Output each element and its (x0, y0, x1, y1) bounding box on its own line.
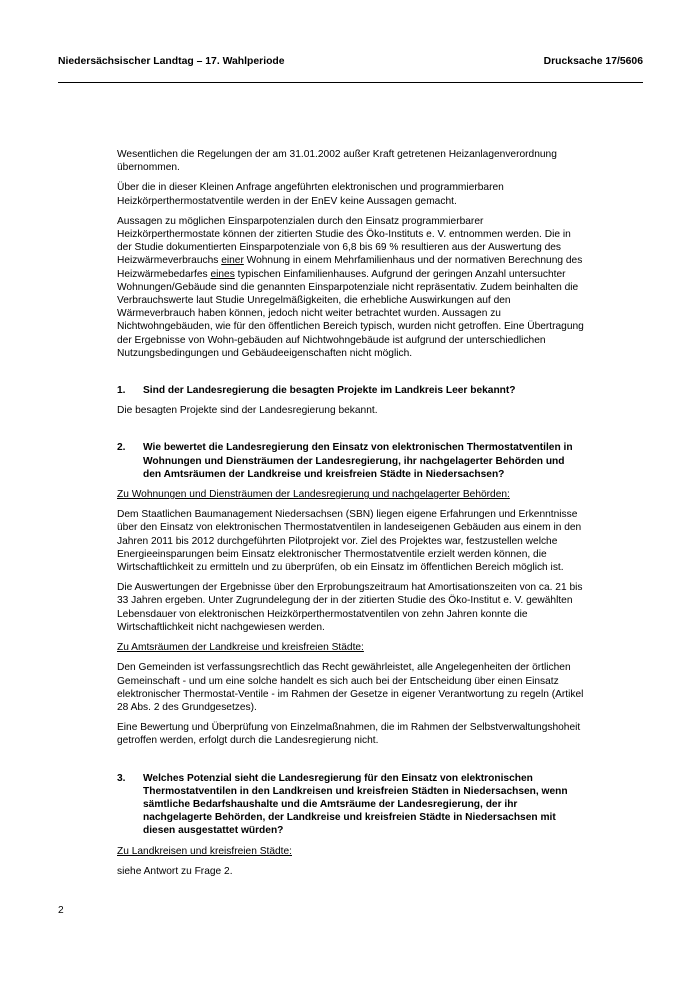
page-number: 2 (58, 905, 64, 916)
answer-2-section-2-paragraph-1: Den Gemeinden ist verfassungsrechtlich das Recht gewährleistet, alle Angelegenheiten der örtlichen Gemeinschaft - und um eine solche handelt es sich auch bei der Entscheidung über einen Einsatz elektronischer Thermostat-Ventile - im Rahmen der Gesetze in eigener Verantwortung zu regeln (Artikel 28 Abs. 2 des Grundgesetzes). (117, 662, 584, 713)
question-1-text: Sind der Landesregierung die besagten Projekte im Landkreis Leer bekannt? (143, 385, 516, 397)
question-3-text: Welches Potenzial sieht die Landesregierung für den Einsatz von elektronischen Thermostatventilen in den Landkreisen und kreisfreien Städten in Niedersachsen, wenn sämtliche Bedarfshaushalte und die Amtsräume der Landesregierung, der ihr nachgelagerte Behörden, der Landkreise und kreisfreien Städte in Niedersachsen mit diesen ausgestattet würden? (143, 772, 568, 837)
intro-paragraph-1: Wesentlichen die Regelungen der am 31.01.2002 außer Kraft getretenen Heizanlagenverordnung übernommen. (117, 149, 557, 174)
header-parliament: Niedersächsischer Landtag – 17. Wahlperiode (58, 56, 285, 67)
answer-2-section-1-title: Zu Wohnungen und Diensträumen der Landesregierung und nachgelagerter Behörden: (117, 489, 510, 501)
intro-p3-text-a: Aussagen zu möglichen Einsparpotenzialen durch den Einsatz programmierbarer Heizkörperthermostate können der zitierten Studie des Öko-Instituts e. V. entnommen werden. Die in der Studie dokumentierten Einsparpotenziale von 6,8 bis 69 % resultieren aus der Auswertung des Heizwärmeverbrauchs (117, 215, 571, 267)
answer-3-section-title: Zu Landkreisen und kreisfreien Städte: (117, 845, 292, 857)
intro-p3-text-c: typischen Einfamilienhauses. Aufgrund der geringen Anzahl untersuchter Wohnungen/Gebäude sind die genannten Einsparpotenziale nicht repräsentativ. Zudem beinhalten die Verbrauchswerte laut Studie Unregelmäßigkeiten, die erhebliche Auswirkungen auf den Wärmeverbrauch haben können, jedoch nicht weiter betrachtet wurden. Aussagen zu Nichtwohngebäuden, wie für den öffentlichen Bereich typisch, wurden nicht getroffen. Eine Übertragung der Ergebnisse von Wohn-gebäuden auf Nichtwohngebäude ist aufgrund der unterschiedlichen Nutzungsbedingungen und Gebäudeeigenschaften nicht möglich. (117, 268, 584, 359)
answer-2-section-2-paragraph-2: Eine Bewertung und Überprüfung von Einzelmaßnahmen, die im Rahmen der Selbstverwaltungshoheit getroffen werden, erfolgt durch die Landesregierung nicht. (117, 722, 581, 747)
header-divider (58, 82, 643, 83)
intro-paragraph-2: Über die in dieser Kleinen Anfrage angeführten elektronischen und programmierbaren Heizkörperthermostatventile werden in der EnEV keine Aussagen gemacht. (117, 182, 504, 207)
answer-1: Die besagten Projekte sind der Landesregierung bekannt. (117, 405, 378, 417)
page-header (58, 56, 643, 67)
header-document-number: Drucksache 17/5606 (543, 56, 643, 67)
intro-p3-underline-einer: einer (221, 255, 244, 267)
question-2 (117, 441, 584, 481)
intro-paragraph-3 (117, 215, 584, 360)
intro-p3-underline-eines: eines (210, 268, 235, 280)
answer-2-section-2-title: Zu Amtsräumen der Landkreise und kreisfreien Städte: (117, 642, 364, 654)
intro-p3-text-b: Wohnung in einem Mehrfamilienhaus und der normativen Berechnung des Heizwärmebedarfes (117, 255, 583, 280)
question-1 (117, 384, 584, 397)
answer-3: siehe Antwort zu Frage 2. (117, 865, 233, 877)
question-3-number: 3. (117, 772, 126, 784)
question-3 (117, 772, 584, 838)
document-body (117, 148, 584, 885)
question-1-number: 1. (117, 385, 126, 397)
question-2-number: 2. (117, 442, 126, 454)
answer-2-section-1-paragraph-1: Dem Staatlichen Baumanagement Niedersachsen (SBN) liegen eigene Erfahrungen und Erkenntnisse über den Einsatz von elektronischen Thermostatventilen in landeseigenen Gebäuden aus einem in den Jahren 2011 bis 2012 durchgeführten Pilotprojekt vor. Ziel des Projektes war, festzustellen welche Energieeinsparungen beim Einsatz elektronischer Thermostatventile erzielt werden können, die Wirtschaftlichkeit zu ermitteln und zu überprüfen, ob ein Einsatz im öffentlichen Bereich möglich ist. (117, 509, 582, 574)
answer-2-section-1-paragraph-2: Die Auswertungen der Ergebnisse über den Erprobungszeitraum hat Amortisationszeiten von ca. 21 bis 33 Jahren ergeben. Unter Zugrundelegung der in der zitierten Studie des Öko-Institut e. V. gewählten Lebensdauer von elektronischen Heizkörperthermostatventilen von zehn Jahren konnte die Wirtschaftlichkeit nicht nachgewiesen werden. (117, 582, 583, 633)
question-2-text: Wie bewertet die Landesregierung den Einsatz von elektronischen Thermostatventilen in Wohnungen und Diensträumen der Landesregierung, ihr nachgelagerter Behörden und den Amtsräumen der Landkreise und kreisfreien Städte in Niedersachsen? (143, 442, 573, 480)
